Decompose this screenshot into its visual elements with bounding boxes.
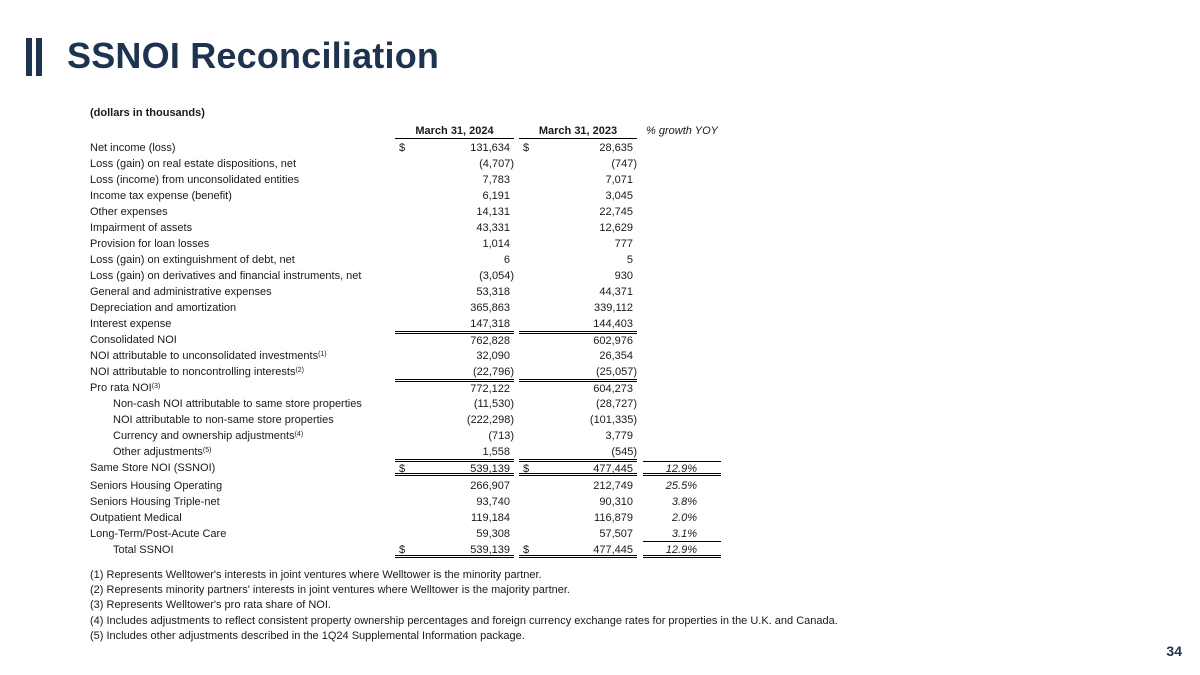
row-label: Consolidated NOI (90, 334, 177, 346)
row-label: Loss (gain) on real estate dispositions, net (90, 158, 297, 170)
table-row (0, 301, 1200, 317)
table-row (0, 333, 1200, 349)
table-row (0, 495, 1200, 511)
value-2024: (4,707) (479, 158, 514, 170)
value-growth: 12.9% (643, 461, 721, 476)
value-2024: (22,796) (395, 365, 514, 380)
value-2024: (3,054) (479, 270, 514, 282)
row-label: Depreciation and amortization (90, 302, 237, 314)
value-2023: 3,779 (605, 430, 633, 442)
value-growth: 2.0% (671, 512, 697, 524)
value-2023: 930 (614, 270, 633, 282)
value-2024: (222,298) (466, 414, 514, 426)
table-row (0, 285, 1200, 301)
value-growth: 3.1% (643, 527, 721, 542)
row-label: Other adjustments$^{(5)}$ (113, 446, 212, 458)
row-label: Loss (income) from unconsolidated entities (90, 174, 300, 186)
row-label: Total SSNOI (113, 544, 174, 556)
value-growth (643, 317, 721, 332)
value-2023: 602,976 (519, 333, 637, 348)
value-2024: $ 539,139 (395, 461, 514, 476)
value-2023: 777 (614, 238, 633, 250)
table-row (0, 269, 1200, 285)
table-row (0, 205, 1200, 221)
value-2024: 14,131 (476, 206, 510, 218)
value-growth (643, 205, 721, 220)
value-2024: 772,122 (395, 381, 514, 396)
value-2023: $ 28,635 (523, 142, 633, 154)
row-label: Currency and ownership adjustments$^{(4)}$ (113, 430, 304, 442)
value-2024: 1,014 (482, 238, 510, 250)
value-growth: 3.8% (671, 496, 697, 508)
table-row (0, 173, 1200, 189)
value-2024: 7,783 (482, 174, 510, 186)
table-row (0, 221, 1200, 237)
row-label: Other expenses (90, 206, 168, 218)
value-growth (643, 269, 721, 284)
value-growth (643, 397, 721, 412)
row-label: Seniors Housing Operating (90, 480, 223, 492)
value-growth: 25.5% (665, 480, 697, 492)
value-2023: (747) (611, 158, 637, 170)
footnote-marker: (3) (151, 383, 161, 390)
value-growth (643, 173, 721, 188)
value-growth (643, 301, 721, 316)
table-row (0, 413, 1200, 429)
value-growth (643, 365, 721, 380)
value-2023: (545) (519, 445, 637, 460)
value-2024: 6 (503, 254, 510, 266)
currency-symbol: $ (399, 142, 406, 154)
table-row (0, 253, 1200, 269)
value-2023: 57,507 (599, 528, 633, 540)
row-label: General and administrative expenses (90, 286, 272, 298)
currency-symbol: $ (523, 463, 530, 475)
table-row (0, 479, 1200, 495)
value-2023: 22,745 (599, 206, 633, 218)
value-growth (643, 333, 721, 348)
value-2023: 7,071 (605, 174, 633, 186)
title-accent-bar-right (36, 38, 42, 76)
value-growth (643, 381, 721, 396)
footnote-marker: (5) (202, 447, 212, 454)
value-growth (643, 157, 721, 172)
value-growth: 12.9% (643, 543, 721, 558)
value-2023: 26,354 (599, 350, 633, 362)
row-label: Interest expense (90, 318, 172, 330)
value-2023: 12,629 (599, 222, 633, 234)
value-2023: 604,273 (519, 381, 637, 396)
currency-symbol: $ (399, 463, 406, 475)
column-header-growth: % growth YOY (646, 125, 718, 137)
value-growth (643, 141, 721, 156)
value-2023: (28,727) (596, 398, 637, 410)
footnote: (5) Includes other adjustments described in the 1Q24 Supplemental Information package. (90, 629, 525, 642)
value-growth (643, 237, 721, 252)
value-2024: 365,863 (470, 302, 510, 314)
table-row (0, 365, 1200, 381)
table-row (0, 157, 1200, 173)
value-2023: 339,112 (594, 302, 633, 314)
column-header-march-2024: March 31, 2024 (395, 124, 514, 139)
value-2024: $ 131,634 (399, 142, 510, 154)
value-2024: 43,331 (476, 222, 510, 234)
table-row (0, 237, 1200, 253)
value-growth (643, 285, 721, 300)
table-row (0, 511, 1200, 527)
footnote: (2) Represents minority partners' interests in joint ventures where Welltower is the majority partner. (90, 584, 570, 597)
title-accent-bar-left (26, 38, 32, 76)
table-row (0, 317, 1200, 333)
currency-symbol: $ (523, 544, 530, 556)
value-2024: 762,828 (395, 333, 514, 348)
value-growth (643, 429, 721, 444)
table-row (0, 397, 1200, 413)
row-label: NOI attributable to noncontrolling interests$^{(2)}$ (90, 366, 305, 378)
value-growth (643, 189, 721, 204)
table-row (0, 381, 1200, 397)
row-label: NOI attributable to unconsolidated investments$^{(1)}$ (90, 350, 327, 362)
value-2023: (101,335) (589, 414, 637, 426)
row-label: Provision for loan losses (90, 238, 210, 250)
row-label: Pro rata NOI$^{(3)}$ (90, 382, 161, 394)
row-label: Income tax expense (benefit) (90, 190, 232, 202)
row-label: Loss (gain) on extinguishment of debt, net (90, 254, 295, 266)
value-2023: $ 477,445 (519, 461, 637, 476)
table-row (0, 141, 1200, 157)
table-row (0, 445, 1200, 461)
value-growth (643, 253, 721, 268)
footnote: (1) Represents Welltower's interests in joint ventures where Welltower is the minority partner. (90, 569, 542, 581)
footnote-marker: (2) (295, 367, 305, 374)
value-2023: 144,403 (519, 317, 637, 332)
value-2024: 59,308 (476, 528, 510, 540)
value-growth (643, 221, 721, 236)
footnote: (4) Includes adjustments to reflect consistent property ownership percentages and foreign currency exchange rates for properties in the U.K. and Canada. (90, 614, 838, 627)
row-label: Non-cash NOI attributable to same store properties (113, 398, 362, 410)
footnote-marker: (1) (318, 351, 327, 358)
value-growth (643, 349, 721, 364)
value-2024: 266,907 (470, 480, 510, 492)
value-2023: 116,879 (594, 512, 633, 524)
value-2024: 147,318 (395, 317, 514, 332)
value-2024: 1,558 (395, 445, 514, 460)
value-2024: 53,318 (476, 286, 510, 298)
value-growth (643, 413, 721, 428)
value-growth (643, 445, 721, 460)
value-2023: 44,371 (599, 286, 633, 298)
value-2023: 5 (626, 254, 633, 266)
row-label: Outpatient Medical (90, 512, 182, 524)
page-number: 34 (1166, 643, 1182, 659)
value-2023: (25,057) (519, 365, 637, 380)
units-caption: (dollars in thousands) (90, 107, 205, 119)
page-title: SSNOI Reconciliation (67, 35, 440, 76)
row-label: Seniors Housing Triple-net (90, 496, 220, 508)
value-2023: $ 477,445 (519, 543, 637, 558)
value-2024: 32,090 (476, 350, 510, 362)
currency-symbol: $ (399, 544, 406, 556)
table-row (0, 349, 1200, 365)
value-2024: 6,191 (482, 190, 510, 202)
value-2024: $ 539,139 (395, 543, 514, 558)
table-row (0, 543, 1200, 559)
currency-symbol: $ (523, 142, 530, 154)
value-2023: 212,749 (593, 480, 633, 492)
value-2024: 119,184 (471, 512, 510, 524)
row-label: Loss (gain) on derivatives and financial instruments, net (90, 270, 362, 282)
row-label: NOI attributable to non-same store properties (113, 414, 334, 426)
row-label: Same Store NOI (SSNOI) (90, 462, 216, 474)
value-2024: (713) (488, 430, 514, 442)
row-label: Impairment of assets (90, 222, 193, 234)
footnote: (3) Represents Welltower's pro rata share of NOI. (90, 599, 331, 612)
value-2024: (11,530) (473, 398, 514, 410)
row-label: Long-Term/Post-Acute Care (90, 528, 227, 540)
table-row (0, 429, 1200, 445)
column-header-march-2023: March 31, 2023 (519, 124, 637, 139)
footnotes (90, 568, 838, 644)
row-label: Net income (loss) (90, 142, 176, 154)
table-row (0, 189, 1200, 205)
table-row (0, 461, 1200, 477)
footnote-marker: (4) (294, 431, 304, 438)
table-row (0, 527, 1200, 543)
value-2023: 3,045 (605, 190, 633, 202)
value-2023: 90,310 (599, 496, 633, 508)
value-2024: 93,740 (476, 496, 510, 508)
